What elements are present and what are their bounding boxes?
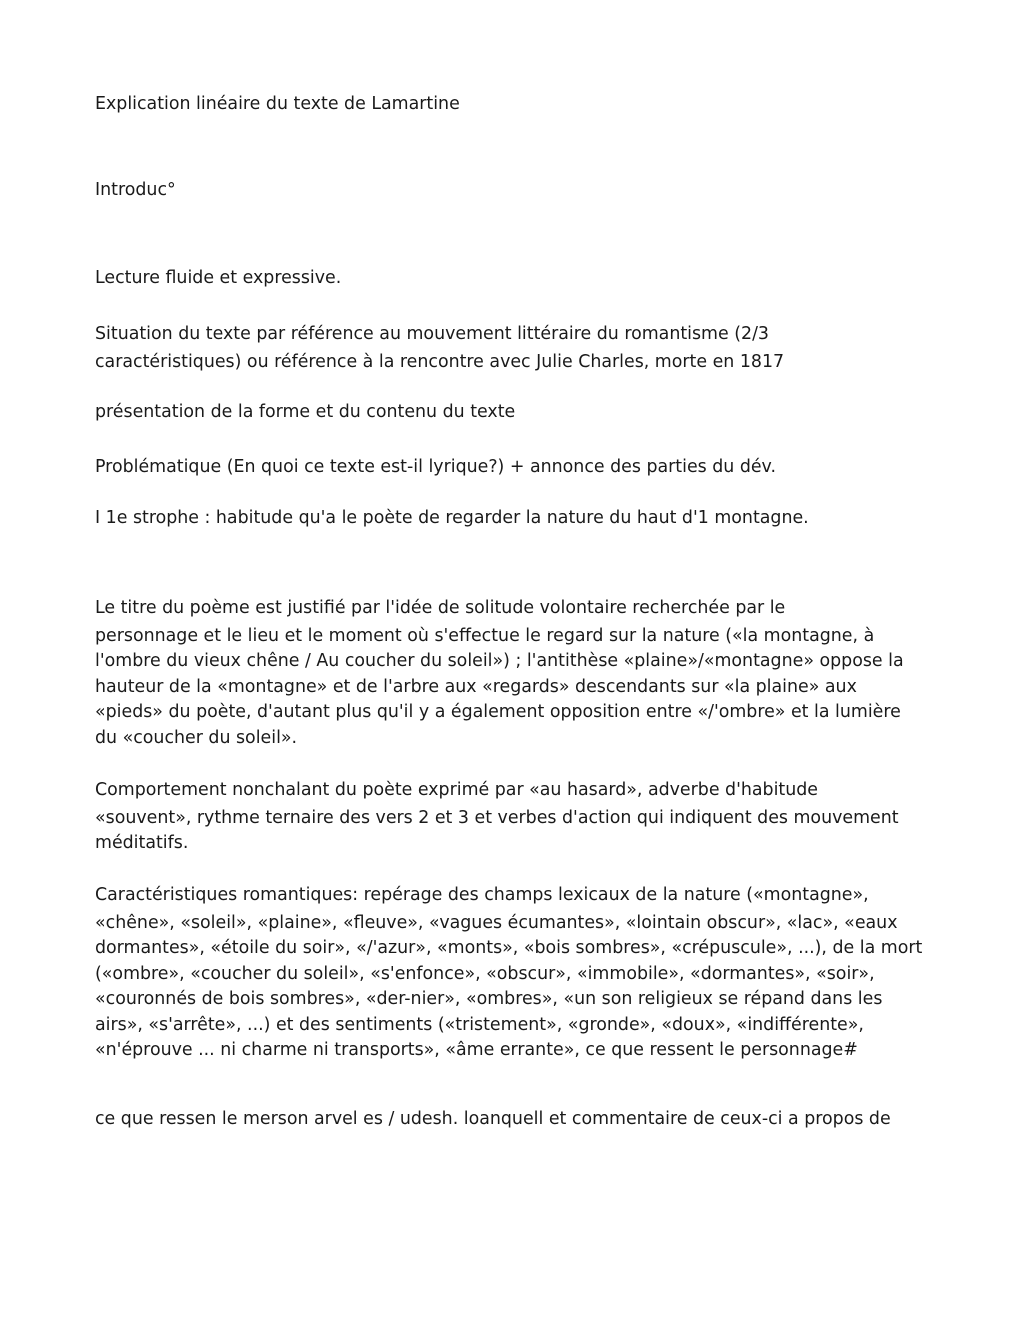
comportement-first-line: Comportement nonchalant du poète exprimé par «au hasard», adverbe d'habitude xyxy=(95,780,818,800)
comportement-paragraph xyxy=(95,774,927,857)
document-title: Explication linéaire du texte de Lamartine xyxy=(95,94,460,114)
titre-paragraph xyxy=(95,592,927,751)
caracteristiques-paragraph xyxy=(95,879,927,1063)
situation-rest: caractéristiques) ou référence à la rencontre avec Julie Charles, morte en 1817 xyxy=(95,352,785,372)
intro-heading: Introduc° xyxy=(95,180,176,200)
reading-note: Lecture fluide et expressive. xyxy=(95,268,342,288)
titre-first-line: Le titre du poème est justifié par l'idée de solitude volontaire recherchée par le xyxy=(95,598,786,618)
last-paragraph: ce que ressen le merson arvel es / udesh. loanquell et commentaire de ceux-ci a propos de xyxy=(95,1109,891,1129)
part-one-heading: I 1e strophe : habitude qu'a le poète de regarder la nature du haut d'1 montagne. xyxy=(95,508,809,528)
caracteristiques-rest: «chêne», «soleil», «plaine», «fleuve», «vagues écumantes», «lointain obscur», «lac», «eaux dormantes», «étoile du soir», «/'azur», «monts», «bois sombres», «crépuscule», ...), de la mort («ombre», «coucher du soleil», «s'enfonce», «obscur», «immobile», «dormantes», «soir», «couronnés de bois sombres», «der-nier», «ombres», «un son religieux se répand dans les airs», «s'arrête», ...) et des sentiments («tristement», «gronde», «doux», «indifférente», «n'éprouve ... ni charme ni transports», «âme errante», ce que ressent le personnage# xyxy=(95,913,923,1061)
situation-first-line: Situation du texte par référence au mouvement littéraire du romantisme (2/3 xyxy=(95,324,769,344)
problematique-note: Problématique (En quoi ce texte est-il lyrique?) + annonce des parties du dév. xyxy=(95,457,777,477)
comportement-rest: «souvent», rythme ternaire des vers 2 et 3 et verbes d'action qui indiquent des mouvement méditatifs. xyxy=(95,808,899,854)
caracteristiques-first-line: Caractéristiques romantiques: repérage des champs lexicaux de la nature («montagne», xyxy=(95,885,869,905)
presentation-note: présentation de la forme et du contenu du texte xyxy=(95,402,516,422)
titre-rest: personnage et le lieu et le moment où s'effectue le regard sur la nature («la montagne, à l'ombre du vieux chêne / Au coucher du soleil») ; l'antithèse «plaine»/«montagne» oppose la hauteur de la «montagne» et de l'arbre aux «regards» descendants sur «la plaine» aux «pieds» du poète, d'autant plus qu'il y a également opposition entre «/'ombre» et la lumière du «coucher du soleil». xyxy=(95,626,904,748)
situation-paragraph xyxy=(95,318,927,375)
